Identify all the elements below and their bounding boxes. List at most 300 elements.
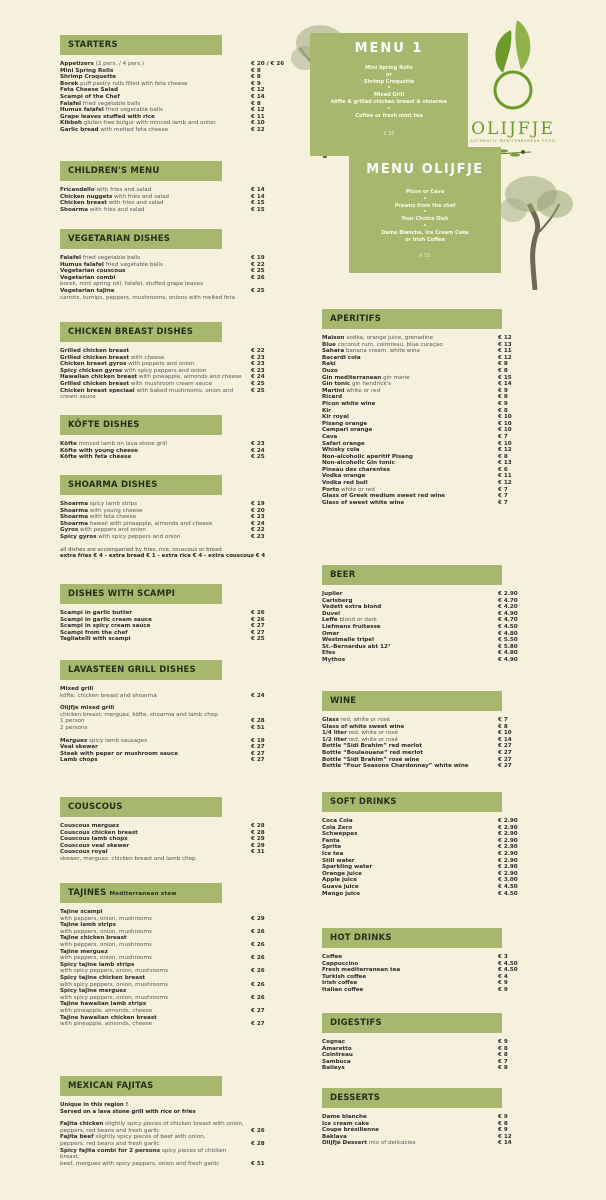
menu-item-row xyxy=(60,1121,285,1128)
menu-item-name: Whisky cola xyxy=(322,447,360,454)
menu-item-name: Coffee xyxy=(322,954,343,960)
menu-item-row xyxy=(60,454,285,461)
section-title: COUSCOUS xyxy=(68,802,123,812)
menu-item-description: with fries and salad xyxy=(96,187,152,193)
menu1-line: or xyxy=(386,71,392,78)
menu-olijfje-line: or Irish Coffee xyxy=(405,236,445,243)
menu-item-price: € 8 xyxy=(498,1052,508,1059)
menu-item-row xyxy=(60,527,285,534)
menu-item-name: Spicy tajine chicken breast xyxy=(60,974,146,981)
menu-item-description: 2 persons xyxy=(60,724,88,731)
menu-item-name: Cola Zero xyxy=(322,824,353,831)
menu-item-row xyxy=(322,750,532,757)
menu-item-price: € 8 xyxy=(498,394,508,401)
section-header xyxy=(322,565,502,585)
menu-item-price: € 5.80 xyxy=(498,643,518,650)
menu-item-list xyxy=(60,255,285,301)
menu-item-name: Tajine scampi xyxy=(60,909,103,915)
menu-item-row xyxy=(60,448,285,455)
menu-item-name-wrap xyxy=(60,617,251,624)
menu-item-name-wrap xyxy=(60,1141,251,1148)
menu-item-name: Bottle “Sidi Brahim” red merlot xyxy=(322,743,423,750)
menu-item-row xyxy=(322,1046,532,1053)
menu-item-name: Shoarma xyxy=(60,507,88,514)
menu-item-list xyxy=(322,335,532,506)
menu-item-name: Fajita chicken xyxy=(60,1121,104,1128)
menu-item-description: with melted feta cheese xyxy=(100,126,169,133)
menu-item-price: € 2.90 xyxy=(498,824,518,831)
menu-item-row xyxy=(322,480,532,487)
menu-item-row xyxy=(60,962,285,969)
menu-item-name: Coca Cola xyxy=(322,818,353,824)
menu-item-price: € 10 xyxy=(251,120,265,127)
olive-tree-illustration xyxy=(495,170,575,290)
menu-item-row xyxy=(60,1128,285,1135)
menu-item-list xyxy=(322,717,532,770)
menu-item-name-wrap xyxy=(60,995,251,1002)
menu-item-list xyxy=(322,1114,532,1147)
menu-item-name-wrap xyxy=(60,1121,251,1128)
menu-olijfje-line: • xyxy=(423,222,427,229)
section-title: LAVASTEEN GRILL DISHES xyxy=(68,665,196,675)
section-header xyxy=(60,797,222,817)
menu-item-price: € 7 xyxy=(498,493,508,500)
menu-item-name: Martini xyxy=(322,387,345,394)
menu-item-name: Orange juice xyxy=(322,870,362,877)
section-title: APERITIFS xyxy=(330,314,382,324)
menu-item-price: € 27 xyxy=(251,757,265,764)
menu-item-name: Falafel xyxy=(60,100,82,107)
menu-item-name-wrap xyxy=(60,361,251,368)
menu-item-name-wrap xyxy=(60,968,251,975)
menu-item-price: € 26 xyxy=(251,610,265,616)
menu-item-name-wrap xyxy=(60,929,251,936)
menu-item-name: Sambuca xyxy=(322,1058,351,1065)
menu-item-price: € 8 xyxy=(498,453,508,460)
menu-item-description: white or red xyxy=(346,387,381,394)
menu-item-name-wrap xyxy=(322,414,498,421)
menu-item-name-wrap xyxy=(60,630,251,637)
section-title: BEER xyxy=(330,570,356,580)
menu-item-name: Falafel xyxy=(60,255,82,261)
menu-item-name: Cappuccino xyxy=(322,960,359,967)
section-hot-drinks xyxy=(322,925,532,994)
menu1-line: • xyxy=(387,85,391,92)
menu-item-name: Kir xyxy=(322,407,332,414)
menu-item-description: with fries and salad xyxy=(114,193,169,200)
menu-item-row xyxy=(60,1008,285,1015)
menu-item-price: € 15 xyxy=(498,374,512,381)
menu-item-name-wrap xyxy=(322,877,498,884)
menu-item-name-wrap xyxy=(60,107,251,114)
menu-item-name-wrap xyxy=(60,830,251,837)
menu-item-name-wrap xyxy=(322,1039,498,1046)
menu-item-name-wrap xyxy=(322,447,498,454)
menu-item-name: Irish coffee xyxy=(322,980,358,987)
menu-item-name-wrap xyxy=(60,127,251,134)
menu-item-list xyxy=(60,441,285,461)
menu-item-row xyxy=(60,909,285,916)
menu-item-row xyxy=(60,514,285,521)
menu-item-price: € 4.20 xyxy=(498,604,518,611)
menu-item-row xyxy=(322,884,532,891)
menu-item-description: gin hendrick's xyxy=(351,381,392,388)
menu-item-name: Vedett extra blond xyxy=(322,604,382,611)
menu-note: all dishes are accompanied by fries, rice, couscous or bread xyxy=(60,546,222,553)
menu-item-name-wrap xyxy=(322,757,498,764)
menu-item-name: 1/4 liter xyxy=(322,730,347,737)
menu-item-row xyxy=(322,763,532,770)
section-header xyxy=(322,309,502,329)
menu-item-name-wrap xyxy=(60,757,251,764)
menu-item-description: gin marie xyxy=(383,374,410,381)
menu-item-description: fried vegetable balls xyxy=(105,107,163,114)
menu-item-name: Glass of sweet white wine xyxy=(322,499,405,506)
menu-item-row xyxy=(60,1141,285,1148)
menu-item-row xyxy=(322,375,532,382)
menu-item-price: € 4.50 xyxy=(498,623,518,630)
menu-item-name: Couscous chicken breast xyxy=(60,829,138,836)
menu-item-name: Spicy fajita combi for 2 persons xyxy=(60,1147,161,1154)
menu-item-row xyxy=(60,120,285,127)
menu-item-name-wrap xyxy=(322,1065,498,1072)
menu-item-name: St.-Bernardus abt 12° xyxy=(322,643,391,650)
menu-item-name: Italian coffee xyxy=(322,986,364,993)
menu-item-description: with spicy peppers, onion, mushrooms xyxy=(60,981,169,988)
menu-item-name: Bottle “Sidi Brahim” rosé wine xyxy=(322,756,420,763)
menu-item-name-wrap xyxy=(322,348,498,355)
menu-item-list xyxy=(322,818,532,897)
menu-item-name: Vegetarian combi xyxy=(60,274,116,281)
menu-item-price: € 15 xyxy=(251,200,265,207)
menu-item-row xyxy=(322,851,532,858)
menu-item-name-wrap xyxy=(60,74,251,81)
menu-item-name: Scampi in spicy cream sauce xyxy=(60,623,151,630)
menu-item-name: Chicken nuggets xyxy=(60,193,113,200)
menu-item-name: Raki xyxy=(322,361,336,368)
menu-item-row xyxy=(60,955,285,962)
menu-item-name-wrap xyxy=(60,200,251,207)
menu-item-description: slightly spicy pieces of chicken breast with onion, xyxy=(105,1121,244,1128)
menu-item-name-wrap xyxy=(60,988,251,995)
menu-item-row xyxy=(322,591,532,598)
menu-item-description: vodka, orange juice, grenadine xyxy=(346,335,434,341)
menu1-line: • xyxy=(387,105,391,112)
menu-item-name-wrap xyxy=(322,1052,498,1059)
menu-item-name-wrap xyxy=(60,686,251,693)
menu-item-name: Guava juice xyxy=(322,883,359,890)
menu-item-name-wrap xyxy=(322,500,498,507)
menu-item-price: € 28 xyxy=(251,718,265,725)
menu-item-row xyxy=(322,1052,532,1059)
menu-item-price: € 9 xyxy=(498,1127,508,1134)
menu-item-name: Shoarma xyxy=(60,520,88,527)
menu1-line: Mini Spring Rolls xyxy=(365,65,413,71)
menu-item-description: chicken breast, merguez, köfte, shoarma and lamb chop xyxy=(60,711,218,718)
section-shoarma xyxy=(60,472,285,560)
menu-item-row xyxy=(322,500,532,507)
menu-item-description: red, white or rosé xyxy=(340,717,391,723)
menu-item-name: Mini Spring Rolls xyxy=(60,67,114,74)
menu-item-description: (2 pers. / 4 pers.) xyxy=(95,61,145,67)
menu-item-price: € 28 xyxy=(251,1140,265,1147)
menu-item-price: € 25 xyxy=(251,287,265,294)
menu-item-name: Non-alcoholic aperitif Pisang xyxy=(322,453,413,460)
menu-item-row xyxy=(322,381,532,388)
menu-item-row xyxy=(60,207,285,214)
menu-item-row xyxy=(322,348,532,355)
menu-item-name-wrap xyxy=(322,980,498,987)
menu-item-name: Grilled chicken breast xyxy=(60,380,130,387)
menu-item-name-wrap xyxy=(322,825,498,832)
menu-item-name-wrap xyxy=(322,884,498,891)
menu-item-description: with peppers and onion xyxy=(128,361,195,368)
menu-item-name-wrap xyxy=(60,120,251,127)
menu-item-price: € 24 xyxy=(251,374,265,381)
menu-item-list xyxy=(60,909,285,1028)
menu-item-row xyxy=(322,967,532,974)
menu-item-row xyxy=(322,831,532,838)
menu-item-name-wrap xyxy=(322,851,498,858)
menu-item-name: Scampi in garlic butter xyxy=(60,610,133,616)
menu-item-price: € 12 xyxy=(498,335,512,341)
menu-item-row xyxy=(60,693,285,700)
menu-item-name: Grape leaves stuffed with rice xyxy=(60,113,155,120)
menu-item-name: Borek xyxy=(60,80,79,87)
menu-item-name: Maison xyxy=(322,335,345,341)
menu-item-row xyxy=(322,974,532,981)
menu-item-name-wrap xyxy=(60,1015,251,1022)
menu-item-name: Humus falafel xyxy=(60,261,104,268)
menu-item-name: Kir royal xyxy=(322,414,349,421)
menu-item-row xyxy=(60,114,285,121)
menu-item-row xyxy=(60,101,285,108)
menu-item-row xyxy=(322,493,532,500)
menu-item-price: € 13 xyxy=(498,341,512,348)
menu-item-row xyxy=(60,200,285,207)
section-wine xyxy=(322,688,532,770)
menu-item-row xyxy=(322,877,532,884)
menu-item-row xyxy=(322,1065,532,1072)
menu-item-name-wrap xyxy=(322,743,498,750)
section-soft-drinks xyxy=(322,789,532,897)
section-header xyxy=(60,229,222,249)
menu-item-name: Pisang orange xyxy=(322,420,368,427)
menu-item-price: € 14 xyxy=(498,736,512,743)
menu-item-description: puff pastry rolls filled with feta cheese xyxy=(80,80,188,87)
menu-item-name: Köfte with feta cheese xyxy=(60,454,132,461)
menu-item-name: Fricandello xyxy=(60,187,95,193)
menu-item-row xyxy=(60,281,285,288)
menu-item-row xyxy=(60,843,285,850)
section-header xyxy=(322,792,502,812)
menu-olijfje-title: MENU OLIJFJE xyxy=(366,162,484,177)
menu-item-name: Chicken breast xyxy=(60,200,107,207)
menu-olijfje-line: Prawns from the chef xyxy=(394,202,456,209)
menu-item-name-wrap xyxy=(60,374,251,381)
menu-item-name-wrap xyxy=(322,1140,498,1147)
menu-item-row xyxy=(60,982,285,989)
menu-item-row xyxy=(60,849,285,856)
menu-item-name-wrap xyxy=(60,521,251,528)
menu-item-name: Lamb chops xyxy=(60,757,98,764)
menu-item-name-wrap xyxy=(60,916,251,923)
menu-item-name: Olijfje Dessert xyxy=(322,1140,367,1147)
menu-item-name-wrap xyxy=(60,751,251,758)
menu-item-row xyxy=(322,717,532,724)
menu-item-price: € 20 / € 26 xyxy=(251,61,285,67)
menu-item-name: Couscous lamb chops xyxy=(60,836,128,843)
menu-item-name: Grilled chicken breast xyxy=(60,354,130,361)
menu-item-price: € 27 xyxy=(498,763,512,770)
menu-item-name-wrap xyxy=(60,693,251,700)
menu-item-price: € 9 xyxy=(498,1114,508,1120)
menu-item-list xyxy=(60,348,285,401)
menu-item-row xyxy=(60,1148,285,1161)
menu-item-name: Vodka red bull xyxy=(322,480,368,487)
menu-item-name-wrap xyxy=(60,255,251,262)
menu-item-price: € 25 xyxy=(251,636,265,643)
menu-item-row xyxy=(60,94,285,101)
menu-item-price: € 4.80 xyxy=(498,630,518,637)
menu-item-price: € 9 xyxy=(498,387,508,394)
menu-item-name: Non-alcoholic Gin tonic xyxy=(322,460,395,467)
menu-item-name-wrap xyxy=(322,858,498,865)
menu-item-price: € 10 xyxy=(498,440,512,447)
menu-item-price: € 4.90 xyxy=(498,610,518,617)
menu-item-list xyxy=(322,954,532,994)
menu-item-name: Glass of white sweet wine xyxy=(322,723,405,730)
menu-item-price: € 22 xyxy=(251,348,265,354)
menu-item-row xyxy=(60,968,285,975)
menu-item-row xyxy=(60,355,285,362)
menu-item-description: gluten free bulgur with minced lamb and onion xyxy=(83,120,216,127)
menu-item-row xyxy=(60,74,285,81)
menu-item-row xyxy=(322,1114,532,1121)
menu-item-row xyxy=(322,743,532,750)
menu-item-row xyxy=(322,368,532,375)
menu-item-name-wrap xyxy=(60,388,251,401)
menu-item-name-wrap xyxy=(322,460,498,467)
menu-item-name: Couscous royal xyxy=(60,849,108,856)
menu-item-price: € 26 xyxy=(251,274,265,281)
menu-item-name-wrap xyxy=(322,657,498,664)
menu-item-price: € 26 xyxy=(251,616,265,623)
menu-item-row xyxy=(322,858,532,865)
menu-item-name-wrap xyxy=(322,737,498,744)
menu-item-name: Campari orange xyxy=(322,427,373,434)
section-aperitifs xyxy=(322,306,532,506)
menu-item-price: € 27 xyxy=(251,1007,265,1014)
menu-item-description: with peppers and onion xyxy=(79,527,146,534)
menu-item-price: € 2.90 xyxy=(498,591,518,597)
menu-item-row xyxy=(322,401,532,408)
menu-item-description: with pineapple, almonds, cheese xyxy=(60,1021,153,1028)
menu-item-name-wrap xyxy=(60,114,251,121)
menu-item-name-wrap xyxy=(60,355,251,362)
menu-item-row xyxy=(60,521,285,528)
menu-item-row xyxy=(60,975,285,982)
menu-item-name-wrap xyxy=(322,631,498,638)
menu-item-name-wrap xyxy=(322,644,498,651)
section-lavasteen xyxy=(60,657,285,764)
menu-item-row xyxy=(60,995,285,1002)
section-title: KÖFTE DISHES xyxy=(68,420,140,430)
menu-item-price: € 25 xyxy=(251,268,265,275)
menu-item-price: € 24 xyxy=(251,520,265,527)
menu-item-name: Ice cream cake xyxy=(322,1120,370,1127)
menu-item-row xyxy=(60,374,285,381)
menu-item-name: Tajine hawaiian lamb strips xyxy=(60,1001,147,1008)
leaf-logo-icon xyxy=(473,18,553,113)
menu-item-name: Spicy tajine merguez xyxy=(60,988,127,995)
menu-item-name-wrap xyxy=(322,1134,498,1141)
menu-olijfje-line: • xyxy=(423,209,427,216)
section-header xyxy=(60,415,222,435)
menu-item-row xyxy=(60,636,285,643)
menu-item-name-wrap xyxy=(60,514,251,521)
section-title: TAJINES xyxy=(68,888,107,898)
brand-tagline: AUTHENTIC MEDITERRANEAN FOOD xyxy=(470,139,556,143)
menu-item-list xyxy=(60,686,285,764)
menu-item-name-wrap xyxy=(322,611,498,618)
menu-item-row xyxy=(322,447,532,454)
menu-item-description: with peppers, onion, mushrooms xyxy=(60,928,152,935)
menu-item-name-wrap xyxy=(322,1114,498,1121)
menu-item-price: € 20 xyxy=(251,507,265,514)
menu-item-price: € 14 xyxy=(251,93,265,100)
menu-item-name: Tajine lamb strips xyxy=(60,922,116,929)
menu-item-description: spicy lamb sausages xyxy=(88,737,148,744)
menu-item-row xyxy=(60,81,285,88)
menu-item-price: € 22 xyxy=(251,527,265,534)
menu-item-name: Scampi from the chef xyxy=(60,629,128,636)
menu-item-row xyxy=(322,757,532,764)
menu-item-row xyxy=(322,441,532,448)
menu-item-name: Humus falafel xyxy=(60,107,104,114)
menu-item-name-wrap xyxy=(322,831,498,838)
menu-item-row xyxy=(322,730,532,737)
menu-item-price: € 8 xyxy=(251,67,261,74)
menu-item-name-wrap xyxy=(322,987,498,994)
menu-item-price: € 11 xyxy=(498,348,512,355)
menu-item-description: fried vegetable balls xyxy=(82,100,141,107)
menu-item-price: € 14 xyxy=(498,381,512,388)
menu-item-price: € 7 xyxy=(498,717,508,723)
menu-item-row xyxy=(60,942,285,949)
menu-item-name-wrap xyxy=(60,1001,251,1008)
menu-item-price: € 31 xyxy=(251,849,265,856)
menu-item-row xyxy=(322,427,532,434)
menu-item-row xyxy=(322,631,532,638)
menu-item-name-wrap xyxy=(60,194,251,201)
menu-item-name-wrap xyxy=(322,335,498,342)
menu-item-description: fried vegetable balls xyxy=(105,261,163,268)
section-couscous xyxy=(60,794,285,863)
menu-item-name: Köfte xyxy=(60,441,77,447)
menu-item-name: Tajine hawaiian chicken breast xyxy=(60,1014,157,1021)
menu-item-description: peppers, red beans and fresh garlic xyxy=(60,1127,160,1134)
menu-item-price: € 12 xyxy=(498,354,512,361)
menu-note: extra fries € 4 - extra bread € 1 - extra rice € 4 - extra couscous € 4 xyxy=(60,553,266,560)
menu-item-name-wrap xyxy=(60,909,251,916)
menu-olijfje-line: Dame Blanche, Ice Cream Cake xyxy=(381,229,469,236)
menu-item-description: with spicy peppers and onion xyxy=(98,533,181,540)
menu-item-description: spicy lamb strips xyxy=(89,501,138,507)
menu-item-name-wrap xyxy=(322,381,498,388)
menu-item-price: € 27 xyxy=(251,744,265,751)
menu-item-name: Amaretto xyxy=(322,1045,352,1052)
